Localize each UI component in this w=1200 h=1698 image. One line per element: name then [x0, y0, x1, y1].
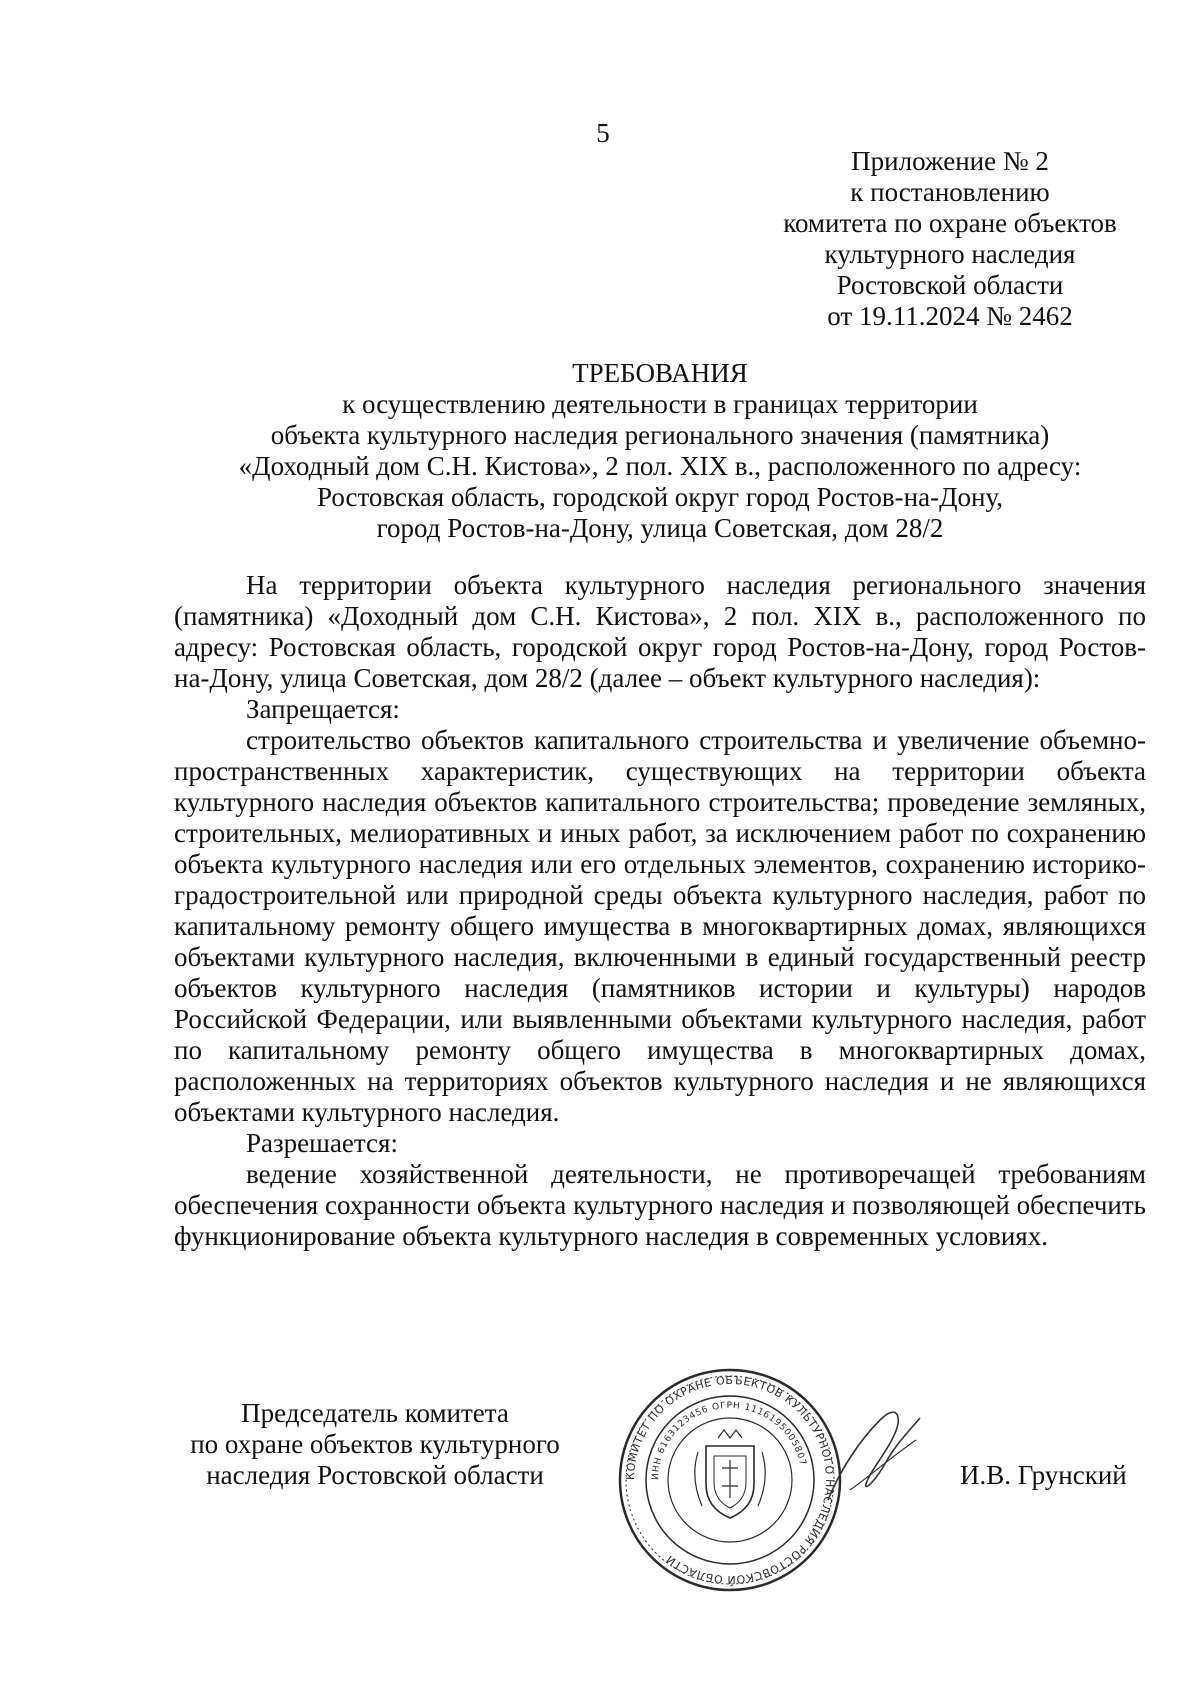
prohibited-heading: Запрещается:: [246, 694, 400, 724]
signatory-title-line: наследия Ростовской области: [206, 1460, 544, 1490]
appendix-line: к постановлению: [850, 177, 1050, 207]
signatory-title: [150, 1398, 600, 1491]
official-stamp: [618, 1368, 842, 1592]
title-line: «Доходный дом С.Н. Кистова», 2 пол. XIX в., расположенного по адресу:: [238, 451, 1082, 481]
document-body: [174, 570, 1146, 1252]
stamp-outer-text: КОМИТЕТ ПО ОХРАНЕ ОБЪЕКТОВ КУЛЬТУРНОГО НАСЛЕДИЯ РОСТОВСКОЙ ОБЛАСТИ: [623, 1373, 837, 1587]
signatory-title-line: Председатель комитета: [241, 1398, 509, 1428]
appendix-line: от 19.11.2024 № 2462: [827, 301, 1073, 331]
coat-of-arms-icon: [695, 1430, 765, 1518]
intro-paragraph: На территории объекта культурного наследия регионального значения (памятника) «Доходный дом С.Н. Кистова», 2 пол. XIX в., расположенного по адресу: Ростовская область, городской округ город Ростов-на-Дону, город Ростов-на-Дону, улица Советская, дом 28/2 (далее – объект культурного наследия):: [174, 570, 1146, 693]
appendix-line: комитета по охране объектов: [783, 208, 1117, 238]
allowed-paragraph: ведение хозяйственной деятельности, не противоречащей требованиям обеспечения сохранности объекта культурного наследия и позволяющей обеспечить функционирование объекта культурного наследия в современных условиях.: [174, 1159, 1146, 1251]
signatory-name: И.В. Грунский: [960, 1460, 1127, 1490]
stamp-inner-text: ИНН 6163123456 ОГРН 1116195005807: [650, 1400, 808, 1481]
appendix-line: Приложение № 2: [851, 146, 1049, 176]
title-line: город Ростов-на-Дону, улица Советская, дом 28/2: [376, 513, 944, 543]
appendix-block: [716, 146, 1184, 332]
handwritten-signature: [820, 1400, 930, 1520]
allowed-heading: Разрешается:: [246, 1128, 398, 1158]
title-heading: ТРЕБОВАНИЯ: [572, 358, 748, 388]
appendix-line: Ростовской области: [836, 270, 1064, 300]
title-line: Ростовская область, городской округ город Ростов-на-Дону,: [316, 482, 1003, 512]
prohibited-paragraph: строительство объектов капитального строительства и увеличение объемно-пространственных характеристик, существующих на территории объекта культурного наследия объектов капитального строительства; проведение земляных, строительных, мелиоративных и иных работ, за исключением работ по сохранению объекта культурного наследия или его отдельных элементов, сохранению историко-градостроительной или природной среды объекта культурного наследия, работ по капитальному ремонту общего имущества в многоквартирных домах, являющихся объектами культурного наследия, включенными в единый государственный реестр объектов культурного наследия (памятников истории и культуры) народов Российской Федерации, или выявленными объектами культурного наследия, работ по капитальному ремонту общего имущества в многоквартирных домах, расположенных на территориях объектов культурного наследия и не являющихся объектами культурного наследия.: [174, 725, 1146, 1127]
signatory-title-line: по охране объектов культурного: [190, 1429, 560, 1459]
document-title: [180, 358, 1140, 544]
appendix-line: культурного наследия: [824, 239, 1076, 269]
title-line: к осуществлению деятельности в границах территории: [342, 389, 978, 419]
page-number: 5: [596, 118, 610, 148]
title-line: объекта культурного наследия регионального значения (памятника): [270, 420, 1050, 450]
